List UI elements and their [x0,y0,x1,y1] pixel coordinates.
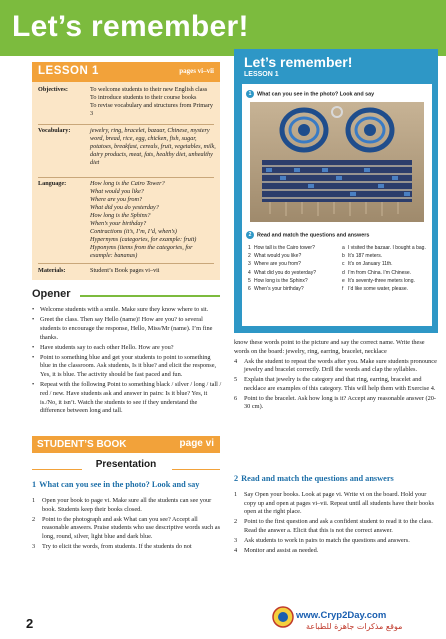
preview-q2: 2 Read and match the questions and answers [246,231,369,239]
objective-item: To introduce students to their course books [90,94,197,101]
language-row [38,180,216,260]
divider [38,177,214,178]
task1-continued [234,339,438,413]
presentation-rule-right [172,469,220,470]
opener-bullets [32,306,222,417]
task2-steps [234,491,438,557]
list-item: 5 Explain that jewelry is the category and that ring, earring, bracelet and necklace are examples of this category. This will help them with Exercise 4. [234,376,436,392]
watermark-logo-icon [272,606,294,628]
list-item: • Greet the class. Then say Hello (name)! How are you? to several students to encourage the response, Hello, Miss/Mr (name). I’m fine thanks. [32,316,222,342]
student-book-preview [234,49,438,333]
materials-key: Materials: [38,267,66,274]
list-item: 1 How tall is the Cairo tower? [248,245,315,251]
divider [38,124,214,125]
presentation-heading: Presentation [95,459,157,470]
vocabulary-value: jewelry, ring, bracelet, bazaar, Chinese, mystery word, bread, rice, egg, chicken, fish, sugar, potatoes, breakfast, cereals, fruit, vegetables, milk, dairy products, meat, fats, healthy diet, unhealthy diet [90,127,216,166]
materials-row [38,267,216,277]
jewelry-photo [250,102,424,222]
list-item: • Welcome students with a smile. Make sure they know where to sit. [32,306,222,315]
language-item: How long is the Cairo Tower? [90,180,165,187]
task1-number: 1 [32,480,37,489]
task1-title-text: What can you see in the photo? Look and say [39,480,200,489]
list-item: 4 Ask the student to repeat the words after you. Make sure students pronounce jewelry and bracelet correctly. Drill the words and clap the syllables. [234,357,437,374]
language-key: Language: [38,180,67,187]
students-book-page: page vi [179,438,214,449]
list-item: b It’s 187 meters. [342,253,383,260]
preview-q1: 1 What can you see in the photo? Look and say [246,90,374,98]
task2-number: 2 [234,474,239,483]
list-item: c It’s on January 11th. [342,261,393,268]
language-item: When’s your birthday? [90,220,147,227]
objectives-row [38,86,216,120]
language-value [90,180,216,260]
opener-heading: Opener [32,288,71,300]
language-item: Contractions (it’s, I’m, I’d, when’s) [90,228,177,235]
list-item: 1 Say Open your books. Look at page vi. Write vi on the board. Hold your copy up and open at pages vi–vii. Repeat until all students have their books open at the right place. [234,491,434,516]
list-item: 4 What did you do yesterday? [248,269,316,276]
list-item: d I’m from China. I’m Chinese. [342,269,412,276]
list-item: 3 Where are you from? [248,261,301,268]
list-item: • Have students say to each other Hello. How are you? [32,344,222,353]
list-item: f I’d like some water, please. [342,286,409,293]
language-item: What did you do yesterday? [90,204,159,211]
task2-title [234,474,438,483]
language-item: What would you like? [90,188,144,195]
page-title: Let’s remember! [12,10,249,43]
divider [38,263,214,264]
list-item: e It’s seventy-three meters long. [342,277,415,284]
watermark-arabic: موقع مذكرات جاهزة للطباعة [306,622,403,631]
students-book-bar [32,436,220,453]
task1-title [32,480,222,489]
list-item: • Repeat with the following Point to something black / silver / long / tall / red / new. Have students ask and answer in pairs: Is it blue? Yes, it is./No, it isn’t. Watch the students to see if they understand the difference between long and tall. [32,381,222,416]
list-item: 3 Try to elicit the words, from students. If the students do not [32,542,192,550]
list-item: 2 What would you like? [248,253,302,260]
objectives-key: Objectives: [38,86,68,93]
page-number: 2 [26,616,34,631]
task2-title-text: Read and match the questions and answers [241,474,394,483]
list-item: 5 How long is the Sphinx? [248,277,308,284]
list-item: 4 Monitor and assist as needed. [234,546,319,554]
header-bar [0,0,446,56]
list-item: 6 When’s your birthday? [248,286,304,293]
lesson-label: LESSON 1 [38,65,99,77]
task1-steps [32,497,222,553]
language-item: Hyponyms (items from the categories, for example: bananas) [90,244,193,259]
lesson-pages: pages vi–vii [179,67,214,75]
language-item: Where are you from? [90,196,143,203]
preview-answers [342,244,428,293]
vocabulary-key: Vocabulary: [38,127,71,134]
preview-page [242,84,432,326]
language-item: Hypernyms (categories, for example: fruit) [90,236,197,243]
preview-lesson: LESSON 1 [244,71,279,78]
lesson-header [32,62,220,82]
list-item: • Point to something blue and get your students to point to something blue in the classroom. Ask students, Is it blue? and elicit the response, Yes, it is blue. The activity should be fast paced and fun. [32,354,222,380]
objectives-value [90,86,216,118]
list-item: 2 Point to the first question and ask a confident student to read it to the class. Read the answer a. Elicit that this is not the correct answer. [234,518,433,534]
students-book-label: STUDENT’S BOOK [37,439,127,450]
lesson-box [32,62,220,280]
list-item: a I visited the bazaar. I bought a bag. [342,245,426,251]
continued-text: know these words point to the picture and say the correct name. Write these words on the board: jewelry, ring, earring, bracelet, necklace [234,339,425,355]
objective-item: To welcome students to their new English class [90,86,208,93]
list-item: 3 Ask students to work in pairs to match the questions and answers. [234,536,410,544]
watermark-url: www.Cryp2Day.com [296,610,387,621]
list-item: 2 Point to the photograph and ask What can you see? Accept all reasonable answers. Praise students who use descriptive words such as long, round, silver, light blue and dark blue. [32,515,221,540]
materials-value: Student’s Book pages vi–vii [90,267,160,274]
language-item: How long is the Sphinx? [90,212,151,219]
opener-rule [80,295,220,297]
list-item: 6 Point to the bracelet. Ask how long is it? Accept any reasonable answer (20-30 cm). [234,394,437,411]
list-item: 1 Open your book to page vi. Make sure all the students can see your book. Students keep their books closed. [32,497,212,513]
preview-title: Let’s remember! [244,54,353,70]
objective-item: To revise vocabulary and structures from Primary 3 [90,102,213,117]
vocabulary-row [38,127,216,177]
preview-questions [248,244,340,293]
